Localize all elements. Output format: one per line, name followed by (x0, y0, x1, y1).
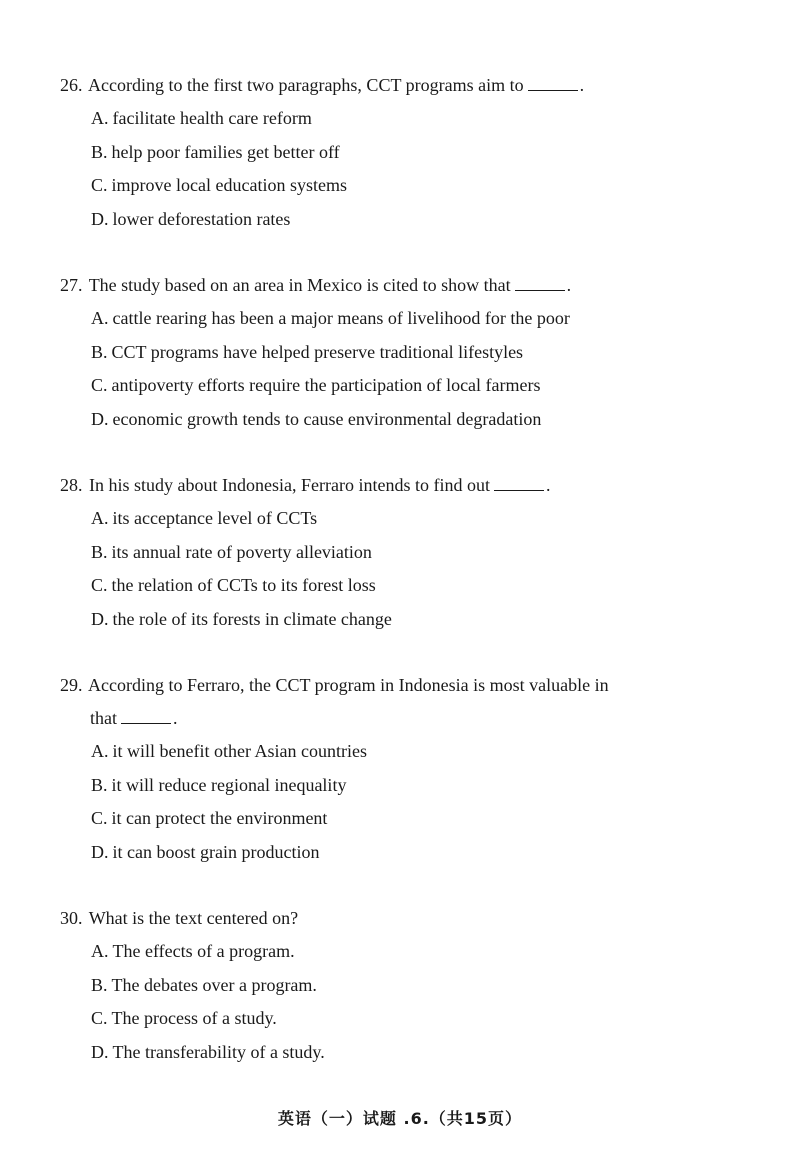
option-d (91, 403, 730, 437)
question-stem (60, 269, 730, 302)
question-stem-continuation (60, 702, 730, 735)
option-list (60, 102, 730, 236)
answer-blank (528, 72, 578, 91)
option-text: the relation of CCTs to its forest loss (111, 575, 376, 595)
question-30 (60, 902, 730, 1069)
option-b (91, 536, 730, 570)
stem-end: . (566, 275, 572, 295)
option-c (91, 569, 730, 603)
option-c (91, 169, 730, 203)
option-text: the role of its forests in climate change (112, 608, 392, 629)
option-text: it will reduce regional inequality (111, 774, 347, 795)
option-d (91, 1036, 730, 1070)
option-c (91, 1002, 730, 1036)
option-text: its annual rate of poverty alleviation (111, 541, 372, 562)
option-letter: D. (91, 408, 109, 429)
question-28 (60, 469, 730, 636)
question-number: 26. (60, 75, 83, 95)
option-d (91, 603, 730, 637)
option-text: The transferability of a study. (112, 1041, 325, 1062)
option-text: cattle rearing has been a major means of livelihood for the poor (112, 308, 570, 328)
option-letter: D. (91, 841, 109, 862)
answer-blank (121, 705, 171, 724)
option-list (60, 935, 730, 1069)
option-letter: C. (91, 175, 108, 195)
option-text: help poor families get better off (111, 141, 340, 162)
option-c (91, 369, 730, 403)
question-text: What is the text centered on? (88, 908, 299, 928)
option-text: facilitate health care reform (112, 108, 312, 128)
option-text: it can protect the environment (111, 808, 328, 828)
question-stem (60, 902, 730, 935)
option-a (91, 302, 730, 336)
option-text: antipoverty efforts require the participation of local farmers (111, 375, 541, 395)
option-d (91, 836, 730, 870)
option-letter: A. (91, 108, 109, 128)
question-number: 30. (60, 908, 83, 928)
option-text: it will benefit other Asian countries (112, 741, 367, 761)
page-footer: 英语（一）试题 .6.（共15页） (277, 1109, 523, 1128)
question-number: 29. (60, 675, 83, 695)
option-b (91, 769, 730, 803)
option-letter: D. (91, 608, 109, 629)
option-letter: D. (91, 1041, 109, 1062)
question-stem (60, 469, 730, 502)
answer-blank (515, 272, 565, 291)
option-text: it can boost grain production (112, 841, 320, 862)
option-letter: C. (91, 1008, 108, 1028)
question-text: In his study about Indonesia, Ferraro intends to find out (89, 475, 490, 495)
stem-end: . (545, 475, 551, 495)
option-b (91, 136, 730, 170)
option-text: economic growth tends to cause environmental degradation (112, 408, 542, 429)
option-d (91, 203, 730, 237)
question-number: 27. (60, 275, 83, 295)
stem-end: . (173, 708, 178, 728)
option-c (91, 802, 730, 836)
option-letter: B. (91, 541, 108, 562)
option-a (91, 735, 730, 769)
option-letter: B. (91, 341, 108, 362)
question-29 (60, 669, 730, 869)
option-letter: D. (91, 208, 109, 229)
option-letter: C. (91, 375, 108, 395)
option-text: improve local education systems (111, 175, 347, 195)
question-stem (60, 69, 730, 102)
option-letter: B. (91, 774, 108, 795)
option-text: The process of a study. (111, 1008, 277, 1028)
option-letter: B. (91, 974, 108, 995)
question-text: According to Ferraro, the CCT program in Indonesia is most valuable in (88, 675, 609, 695)
option-list (60, 302, 730, 436)
option-letter: A. (91, 508, 109, 528)
option-text: its acceptance level of CCTs (112, 508, 318, 528)
question-number: 28. (60, 475, 83, 495)
answer-blank (494, 472, 544, 491)
question-stem (60, 669, 730, 702)
option-letter: C. (91, 808, 108, 828)
option-letter: B. (91, 141, 108, 162)
option-letter: A. (91, 308, 109, 328)
option-text: The effects of a program. (112, 941, 295, 961)
option-text: lower deforestation rates (112, 208, 291, 229)
question-text-cont: that (90, 708, 117, 728)
option-letter: A. (91, 941, 109, 961)
question-text: The study based on an area in Mexico is cited to show that (88, 275, 511, 295)
option-list (60, 502, 730, 636)
option-b (91, 969, 730, 1003)
stem-end: . (579, 75, 585, 95)
question-text: According to the first two paragraphs, CCT programs aim to (88, 75, 524, 95)
question-27 (60, 269, 730, 436)
option-a (91, 102, 730, 136)
question-26 (60, 69, 730, 236)
option-text: CCT programs have helped preserve traditional lifestyles (111, 341, 524, 362)
option-b (91, 336, 730, 370)
option-a (91, 502, 730, 536)
option-text: The debates over a program. (111, 974, 317, 995)
option-list (60, 735, 730, 869)
option-letter: A. (91, 741, 109, 761)
option-a (91, 935, 730, 969)
option-letter: C. (91, 575, 108, 595)
